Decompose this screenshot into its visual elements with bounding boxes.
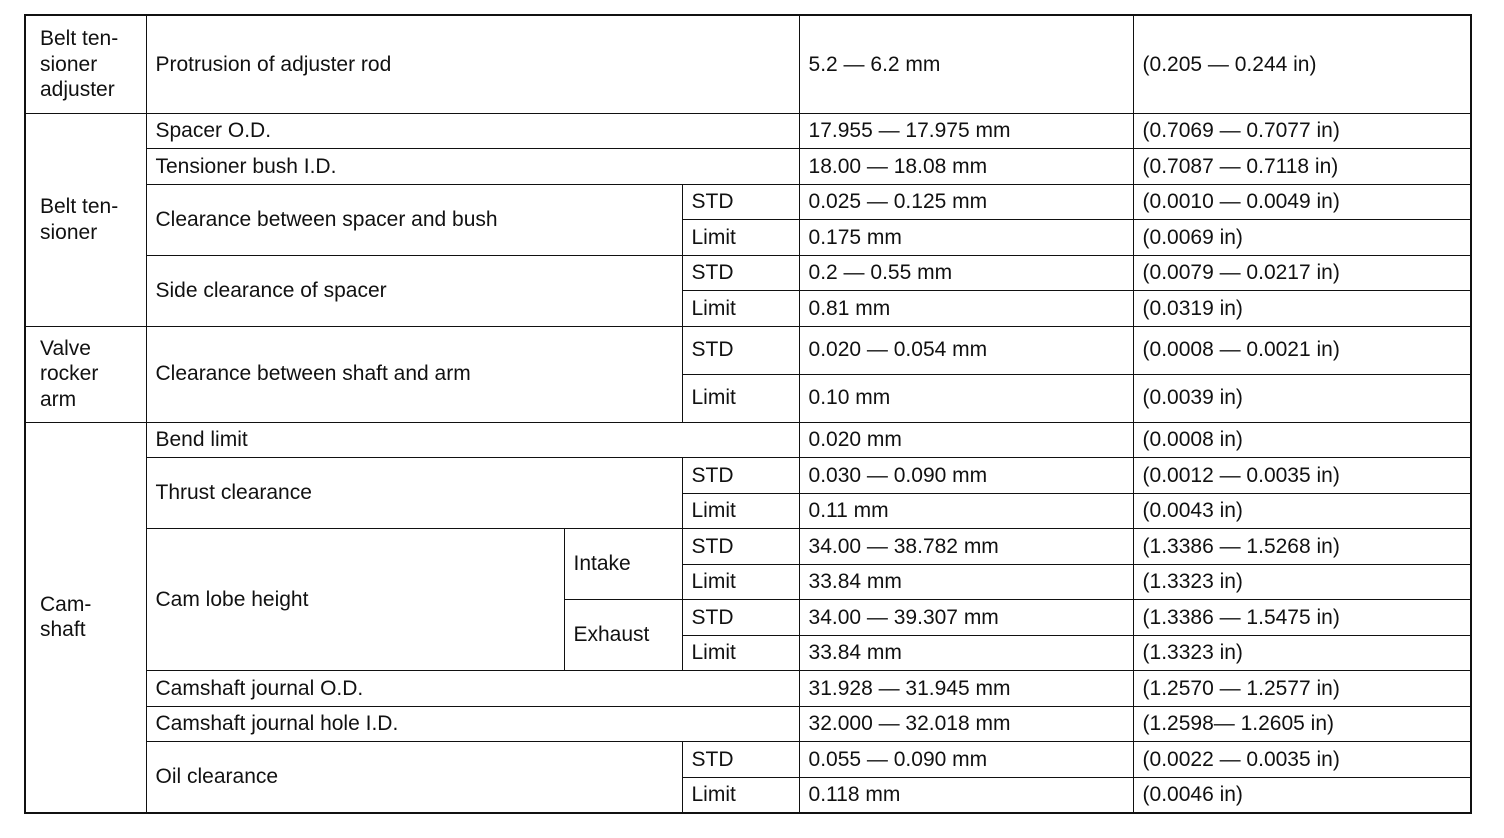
value-mm: 33.84 mm bbox=[799, 635, 1133, 671]
value-mm: 33.84 mm bbox=[799, 564, 1133, 600]
table-row bbox=[25, 458, 1471, 494]
specification-table bbox=[24, 14, 1472, 814]
item-label: Clearance between shaft and arm bbox=[146, 326, 682, 422]
limit-label: Limit bbox=[682, 220, 799, 256]
table-row bbox=[25, 706, 1471, 742]
value-mm: 31.928 — 31.945 mm bbox=[799, 671, 1133, 707]
value-mm: 0.175 mm bbox=[799, 220, 1133, 256]
limit-label: Limit bbox=[682, 493, 799, 529]
value-mm: 0.81 mm bbox=[799, 291, 1133, 327]
item-label: Tensioner bush I.D. bbox=[146, 149, 799, 185]
value-in: (0.205 — 0.244 in) bbox=[1133, 15, 1471, 113]
value-in: (1.3323 in) bbox=[1133, 635, 1471, 671]
value-mm: 17.955 — 17.975 mm bbox=[799, 113, 1133, 149]
value-in: (1.3323 in) bbox=[1133, 564, 1471, 600]
limit-label: Limit bbox=[682, 635, 799, 671]
value-in: (0.0008 — 0.0021 in) bbox=[1133, 326, 1471, 374]
item-label: Camshaft journal O.D. bbox=[146, 671, 799, 707]
item-label: Thrust clearance bbox=[146, 458, 682, 529]
item-label: Side clearance of spacer bbox=[146, 255, 682, 326]
value-in: (0.0043 in) bbox=[1133, 493, 1471, 529]
value-in: (1.2598— 1.2605 in) bbox=[1133, 706, 1471, 742]
value-mm: 0.030 — 0.090 mm bbox=[799, 458, 1133, 494]
value-in: (0.0039 in) bbox=[1133, 374, 1471, 422]
item-label: Camshaft journal hole I.D. bbox=[146, 706, 799, 742]
group-label-camshaft: Cam- shaft bbox=[25, 422, 146, 813]
std-label: STD bbox=[682, 458, 799, 494]
value-in: (0.0010 — 0.0049 in) bbox=[1133, 184, 1471, 220]
value-mm: 0.025 — 0.125 mm bbox=[799, 184, 1133, 220]
std-label: STD bbox=[682, 326, 799, 374]
value-in: (1.3386 — 1.5268 in) bbox=[1133, 529, 1471, 565]
value-in: (0.0012 — 0.0035 in) bbox=[1133, 458, 1471, 494]
value-in: (0.0046 in) bbox=[1133, 777, 1471, 813]
limit-label: Limit bbox=[682, 291, 799, 327]
value-mm: 0.118 mm bbox=[799, 777, 1133, 813]
item-label: Protrusion of adjuster rod bbox=[146, 15, 799, 113]
value-in: (0.0022 — 0.0035 in) bbox=[1133, 742, 1471, 778]
limit-label: Limit bbox=[682, 777, 799, 813]
std-label: STD bbox=[682, 184, 799, 220]
item-label: Spacer O.D. bbox=[146, 113, 799, 149]
table-row bbox=[25, 671, 1471, 707]
exhaust-label: Exhaust bbox=[564, 600, 682, 671]
table-row bbox=[25, 529, 1471, 565]
item-label: Oil clearance bbox=[146, 742, 682, 813]
value-mm: 0.055 — 0.090 mm bbox=[799, 742, 1133, 778]
value-mm: 0.10 mm bbox=[799, 374, 1133, 422]
std-label: STD bbox=[682, 529, 799, 565]
item-label: Clearance between spacer and bush bbox=[146, 184, 682, 255]
value-mm: 0.020 mm bbox=[799, 422, 1133, 458]
value-mm: 5.2 — 6.2 mm bbox=[799, 15, 1133, 113]
limit-label: Limit bbox=[682, 564, 799, 600]
group-label-valve-rocker-arm: Valve rocker arm bbox=[25, 326, 146, 422]
value-in: (0.0069 in) bbox=[1133, 220, 1471, 256]
group-label-belt-tensioner-adjuster: Belt ten- sioner adjuster bbox=[25, 15, 146, 113]
table-row bbox=[25, 184, 1471, 220]
value-mm: 18.00 — 18.08 mm bbox=[799, 149, 1133, 185]
table-row bbox=[25, 326, 1471, 374]
std-label: STD bbox=[682, 742, 799, 778]
value-in: (0.0319 in) bbox=[1133, 291, 1471, 327]
value-mm: 0.11 mm bbox=[799, 493, 1133, 529]
limit-label: Limit bbox=[682, 374, 799, 422]
value-in: (0.7087 — 0.7118 in) bbox=[1133, 149, 1471, 185]
value-in: (1.2570 — 1.2577 in) bbox=[1133, 671, 1471, 707]
value-mm: 0.020 — 0.054 mm bbox=[799, 326, 1133, 374]
value-in: (1.3386 — 1.5475 in) bbox=[1133, 600, 1471, 636]
value-in: (0.0079 — 0.0217 in) bbox=[1133, 255, 1471, 291]
value-in: (0.0008 in) bbox=[1133, 422, 1471, 458]
table-row bbox=[25, 742, 1471, 778]
item-label: Bend limit bbox=[146, 422, 799, 458]
std-label: STD bbox=[682, 255, 799, 291]
table-row bbox=[25, 15, 1471, 113]
std-label: STD bbox=[682, 600, 799, 636]
value-mm: 0.2 — 0.55 mm bbox=[799, 255, 1133, 291]
group-label-belt-tensioner: Belt ten- sioner bbox=[25, 113, 146, 326]
intake-label: Intake bbox=[564, 529, 682, 600]
value-in: (0.7069 — 0.7077 in) bbox=[1133, 113, 1471, 149]
value-mm: 34.00 — 38.782 mm bbox=[799, 529, 1133, 565]
table-row bbox=[25, 113, 1471, 149]
value-mm: 32.000 — 32.018 mm bbox=[799, 706, 1133, 742]
table-row bbox=[25, 255, 1471, 291]
value-mm: 34.00 — 39.307 mm bbox=[799, 600, 1133, 636]
table-row bbox=[25, 422, 1471, 458]
table-row bbox=[25, 149, 1471, 185]
item-label: Cam lobe height bbox=[146, 529, 564, 671]
